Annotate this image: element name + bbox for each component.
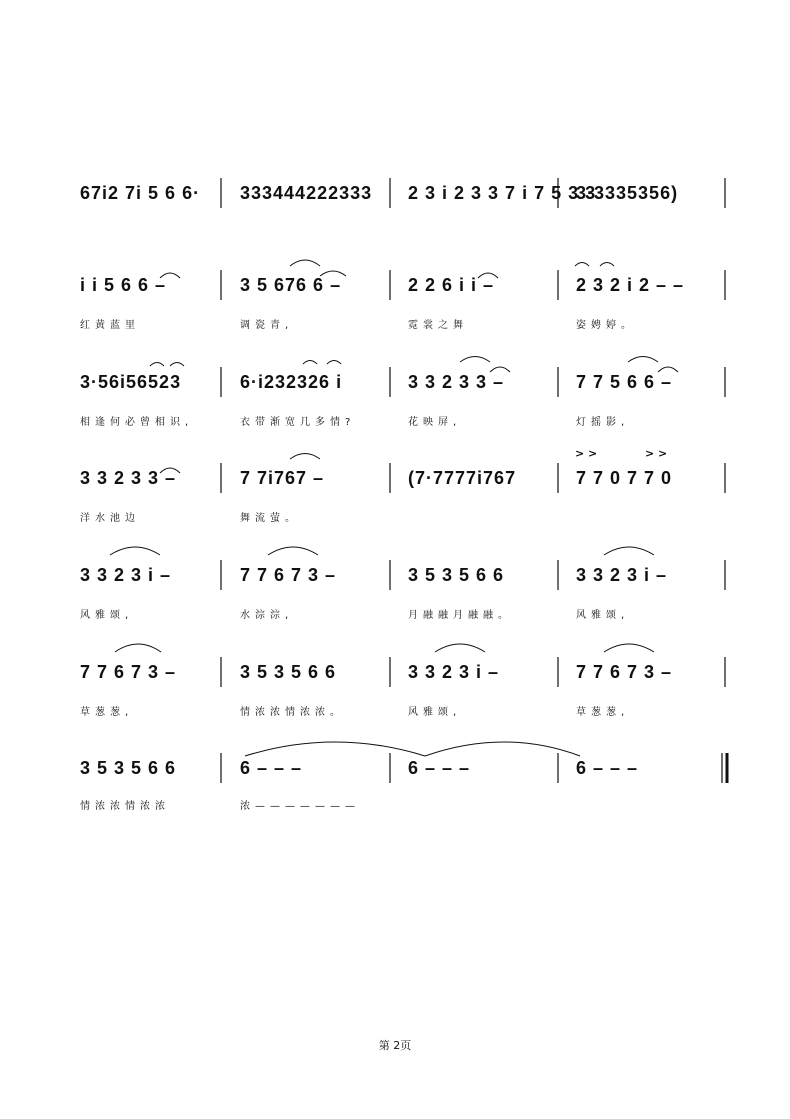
lyric: 舞流萤。: [240, 513, 300, 524]
lyric: 霓裳之舞: [408, 320, 468, 331]
measure: 7 7 5 6 6 –: [576, 372, 673, 392]
measure: 3 3 2 3 3 –: [80, 468, 177, 488]
score-row-1: [80, 178, 730, 208]
lyric: 风雅颂,: [408, 707, 462, 718]
measure: 7 7 6 7 3 –: [240, 565, 337, 585]
lyric: 水淙淙,: [240, 610, 294, 621]
measure: 2 3 2 i 2 – –: [576, 275, 685, 295]
lyric: 情浓浓情浓浓: [80, 801, 170, 812]
measure: 2 3 i 2 3 3 7 i 7 5 3 3: [408, 183, 597, 203]
measure: 3 3 2 3 i –: [576, 565, 668, 585]
lyric: 洋水池边: [80, 513, 140, 524]
lyric: 浓———————: [240, 801, 360, 812]
accent-mark: > >: [575, 447, 598, 460]
lyric: 月融融月融融。: [408, 610, 513, 621]
measure: 3 5 3 5 6 6: [80, 758, 177, 778]
lyric: 风雅颂,: [576, 610, 630, 621]
measure: 3 5 676 6 –: [240, 275, 342, 295]
score-row-6: [80, 657, 730, 718]
measure: 3·56i56523: [80, 372, 182, 392]
lyric: 灯摇影,: [576, 417, 630, 428]
score-row-7: [80, 753, 730, 812]
measure: 6 – – –: [408, 758, 471, 778]
measure: i i 5 6 6 –: [80, 275, 167, 295]
lyric: 姿娉婷。: [576, 320, 636, 331]
measure: 6 – – –: [576, 758, 639, 778]
measure: 333444222333: [240, 183, 373, 203]
lyric: 花映屏,: [408, 417, 462, 428]
lyric: 红黄蓝里: [80, 320, 140, 331]
measure: 6 – – –: [240, 758, 303, 778]
measure: 3 5 3 5 6 6: [408, 565, 505, 585]
lyric: 草葱葱,: [576, 707, 630, 718]
measure: 3 3 2 3 3 –: [408, 372, 505, 392]
measure: 3 5 3 5 6 6: [240, 662, 337, 682]
measure: 3 3 2 3 i –: [80, 565, 172, 585]
lyric: 调瓷青,: [240, 320, 294, 331]
page-number: 第 2页: [378, 1039, 412, 1052]
measure: 67i2 7i 5 6 6·: [80, 183, 201, 203]
lyric: 衣带渐宽几多情?: [240, 417, 356, 428]
measure: 7 7i767 –: [240, 468, 325, 488]
accent-mark: > >: [645, 447, 668, 460]
measure: (7·7777i767: [408, 468, 517, 488]
lyric: 草葱葱,: [80, 707, 134, 718]
measure: 3·3335356): [576, 183, 679, 203]
lyric: 情浓浓情浓浓。: [240, 707, 345, 718]
score-row-3: [80, 367, 730, 428]
measure: 2 2 6 i i –: [408, 275, 495, 295]
measure: 3 3 2 3 i –: [408, 662, 500, 682]
score-row-4: [80, 447, 730, 524]
measure: 6·i232326 i: [240, 372, 343, 392]
measure: 7 7 6 7 3 –: [80, 662, 177, 682]
lyric: 相逢何必曾相识,: [80, 417, 194, 428]
measure: 7 7 0 7 7 0: [576, 468, 673, 488]
lyric: 风雅颂,: [80, 610, 134, 621]
score-row-2: [80, 270, 730, 331]
score-row-5: [80, 560, 730, 621]
measure: 7 7 6 7 3 –: [576, 662, 673, 682]
